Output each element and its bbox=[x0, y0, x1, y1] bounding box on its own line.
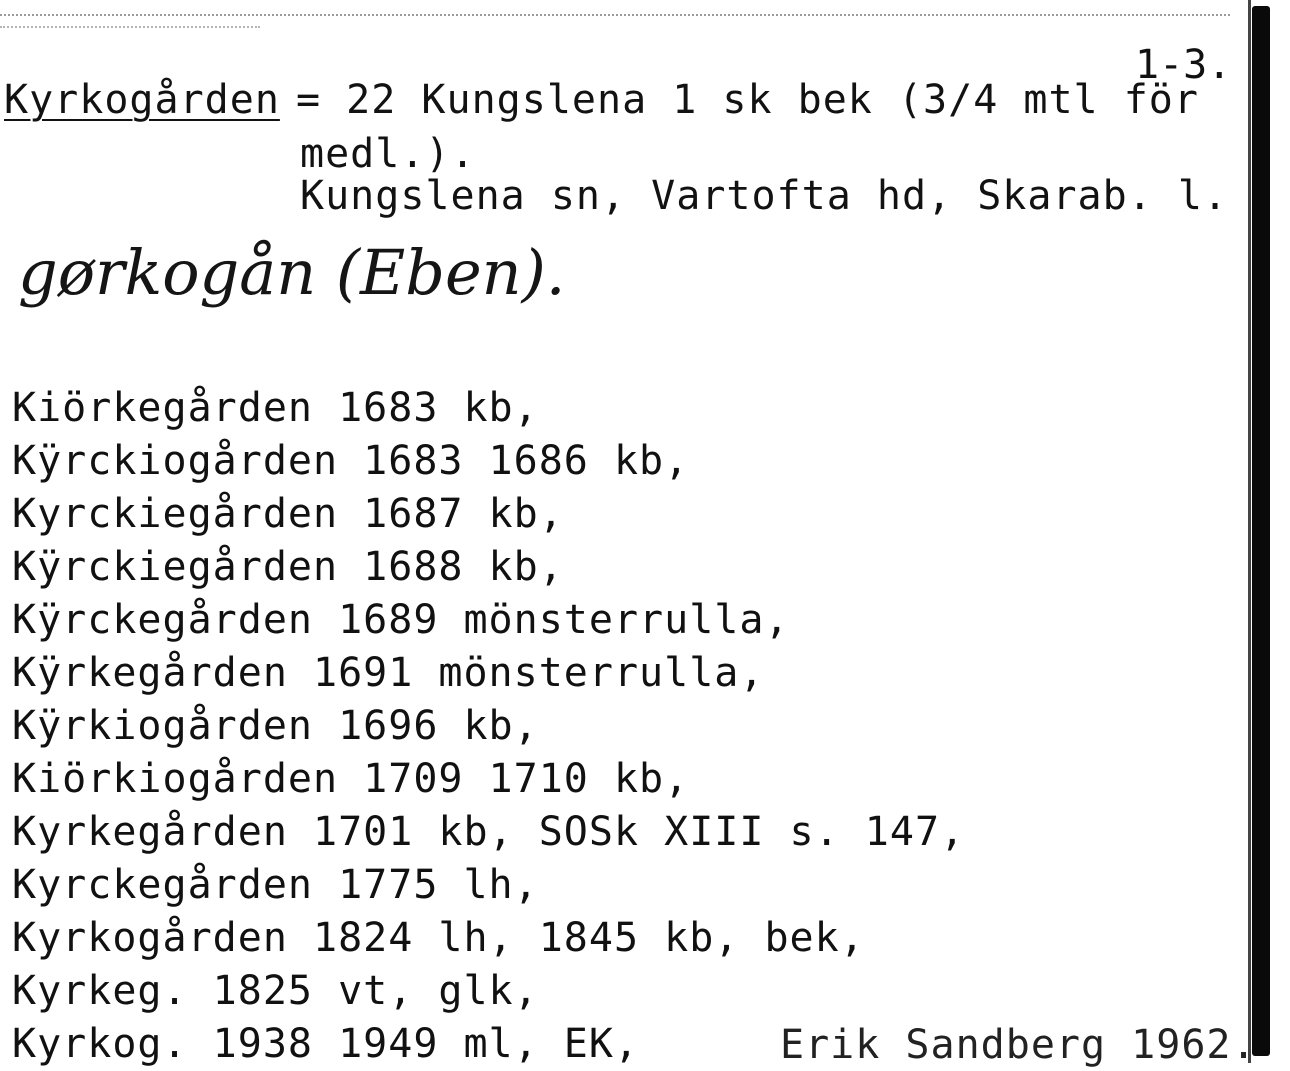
list-item: Kÿrckiegården 1688 kb, bbox=[12, 544, 564, 590]
handwritten-pronunciation bbox=[10, 232, 660, 352]
list-item: Kiörkegården 1683 kb, bbox=[12, 385, 539, 431]
card-top-edge bbox=[0, 14, 1230, 16]
list-item: Kiörkiogården 1709 1710 kb, bbox=[12, 756, 690, 802]
list-item: Kyrckegården 1775 lh, bbox=[12, 862, 539, 908]
list-item: Kyrkog. 1938 1949 ml, EK, bbox=[12, 1021, 640, 1067]
definition-line-3: Kungslena sn, Vartofta hd, Skarab. l. bbox=[300, 173, 1229, 219]
list-item: Kÿrckiogården 1683 1686 kb, bbox=[12, 438, 690, 484]
definition-line-2: medl.). bbox=[300, 131, 476, 177]
card-top-edge-secondary bbox=[0, 26, 260, 28]
card-right-edge bbox=[1248, 0, 1251, 1063]
card-right-border bbox=[1252, 6, 1270, 1056]
list-item: Kÿrkegården 1691 mönsterrulla, bbox=[12, 650, 765, 696]
card-reference-number: 1-3. bbox=[1135, 42, 1232, 88]
list-item: Kÿrkiogården 1696 kb, bbox=[12, 703, 539, 749]
handwritten-pronunciation-text: gørkogån (Eben). bbox=[18, 236, 566, 309]
list-item: Kyrkeg. 1825 vt, glk, bbox=[12, 968, 539, 1014]
signature: Erik Sandberg 1962. bbox=[780, 1022, 1257, 1068]
headword: Kyrkogården bbox=[4, 77, 280, 123]
list-item: Kyrkogården 1824 lh, 1845 kb, bek, bbox=[12, 915, 865, 961]
list-item: Kÿrckegården 1689 mönsterrulla, bbox=[12, 597, 790, 643]
list-item: Kyrkegården 1701 kb, SOSk XIII s. 147, bbox=[12, 809, 966, 855]
historical-forms-list bbox=[12, 382, 965, 1071]
definition-line-1: = 22 Kungslena 1 sk bek (3/4 mtl för bbox=[296, 77, 1199, 123]
list-item: Kyrckiegården 1687 kb, bbox=[12, 491, 564, 537]
